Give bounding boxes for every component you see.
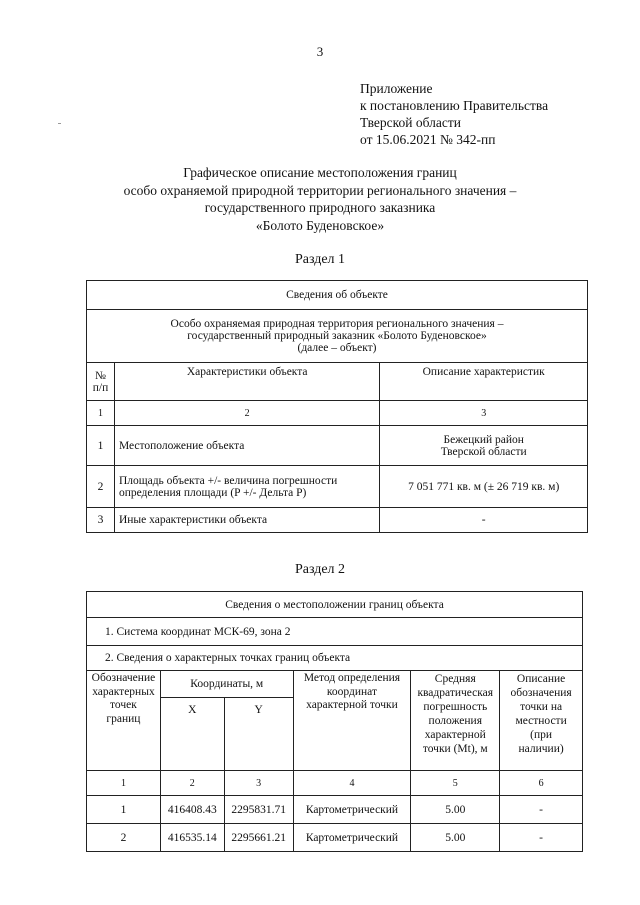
coord-system: 1. Система координат МСК-69, зона 2 (87, 618, 583, 646)
row-num: 3 (87, 508, 115, 533)
header-characteristics: Характеристики объекта (114, 363, 379, 401)
table-row (87, 466, 588, 508)
col-number: 2 (160, 771, 224, 796)
table-title: Сведения о местоположении границ объекта (87, 592, 583, 618)
section2-heading: Раздел 2 (294, 562, 346, 577)
document-title (0, 164, 640, 234)
row-value: - (380, 508, 588, 533)
point-error: 5.00 (411, 824, 500, 852)
name-line: определения площади (P +/- Дельта P) (118, 486, 307, 499)
points-title: 2. Сведения о характерных точках границ объекта (87, 646, 583, 671)
point-method: Картометрический (293, 796, 411, 824)
appendix-line: Приложение (360, 81, 433, 96)
table-row (87, 824, 583, 852)
header-description: Описание характеристик (380, 363, 588, 401)
point-y: 2295831.71 (224, 796, 293, 824)
boundary-points-table (86, 591, 583, 852)
header-designation (87, 671, 161, 771)
point-id: 2 (87, 824, 161, 852)
point-method: Картометрический (293, 824, 411, 852)
header-line: точек (110, 699, 137, 711)
header-coords: Координаты, м (160, 671, 293, 698)
header-line: местности (515, 715, 567, 727)
value-line: Тверской области (440, 445, 527, 458)
header-line: характерных (92, 685, 155, 698)
header-line: точки на (520, 701, 563, 713)
header-line: характерной (424, 729, 486, 741)
table-row (87, 426, 588, 466)
object-line: Особо охраняемая природная территория регионального значения – (170, 318, 504, 330)
object-name-cell (87, 310, 588, 363)
col-number: 4 (293, 771, 411, 796)
point-location: - (500, 824, 583, 852)
point-y: 2295661.21 (224, 824, 293, 852)
col-number: 3 (224, 771, 293, 796)
section1-heading: Раздел 1 (294, 252, 346, 267)
header-num (87, 363, 115, 401)
header-line: точки (Mt), м (422, 743, 488, 755)
point-x: 416535.14 (160, 824, 224, 852)
col-number: 1 (87, 771, 161, 796)
header-location (500, 671, 583, 771)
row-name: Местоположение объекта (114, 426, 379, 466)
object-line: (далее – объект) (297, 342, 377, 354)
header-y: Y (224, 698, 293, 771)
header-error (411, 671, 500, 771)
header-method (293, 671, 411, 771)
header-line: Метод определения (303, 672, 401, 684)
header-line: погрешность (423, 701, 488, 713)
col-number: 3 (380, 401, 588, 426)
object-info-table (86, 280, 588, 533)
col-number: 6 (500, 771, 583, 796)
header-line: границ (106, 712, 141, 725)
appendix-line: от 15.06.2021 № 342-пп (360, 132, 496, 147)
name-line: Площадь объекта +/- величина погрешности (118, 474, 338, 487)
point-location: - (500, 796, 583, 824)
header-line: наличии) (518, 743, 564, 755)
row-name (114, 466, 379, 508)
header-line: Средняя (434, 673, 476, 685)
appendix-block (360, 80, 548, 148)
header-line: обозначения (510, 687, 572, 699)
header-line: Обозначение (91, 672, 156, 684)
col-number: 1 (87, 401, 115, 426)
row-num: 1 (87, 426, 115, 466)
header-num-line: п/п (92, 381, 109, 394)
value-line: Бежецкий район (443, 433, 524, 446)
appendix-line: Тверской области (360, 115, 461, 130)
header-line: координат (326, 685, 377, 698)
appendix-line: к постановлению Правительства (360, 98, 549, 113)
col-number: 2 (114, 401, 379, 426)
title-line: особо охраняемой природной территории регионального значения – (123, 182, 517, 198)
title-line: Графическое описание местоположения границ (183, 165, 457, 180)
title-line: государственного природного заказника (204, 200, 436, 215)
table-title: Сведения об объекте (87, 281, 588, 310)
point-id: 1 (87, 796, 161, 824)
row-value: 7 051 771 кв. м (± 26 719 кв. м) (380, 466, 588, 508)
object-line: государственный природный заказник «Болото Буденовское» (187, 330, 487, 342)
header-line: положения (428, 715, 482, 727)
header-line: квадратическая (417, 687, 494, 699)
page-number: 3 (316, 44, 324, 59)
row-num: 2 (87, 466, 115, 508)
header-num-line: № (94, 369, 106, 382)
header-line: характерной точки (306, 699, 398, 711)
header-x: X (160, 698, 224, 771)
scan-mark (58, 123, 61, 124)
title-line: «Болото Буденовское» (255, 217, 385, 233)
table-row (87, 508, 588, 533)
point-error: 5.00 (411, 796, 500, 824)
row-value (380, 426, 588, 466)
table-row (87, 796, 583, 824)
col-number: 5 (411, 771, 500, 796)
header-line: (при (530, 729, 553, 741)
header-line: Описание (516, 673, 566, 685)
point-x: 416408.43 (160, 796, 224, 824)
row-name: Иные характеристики объекта (114, 508, 379, 533)
